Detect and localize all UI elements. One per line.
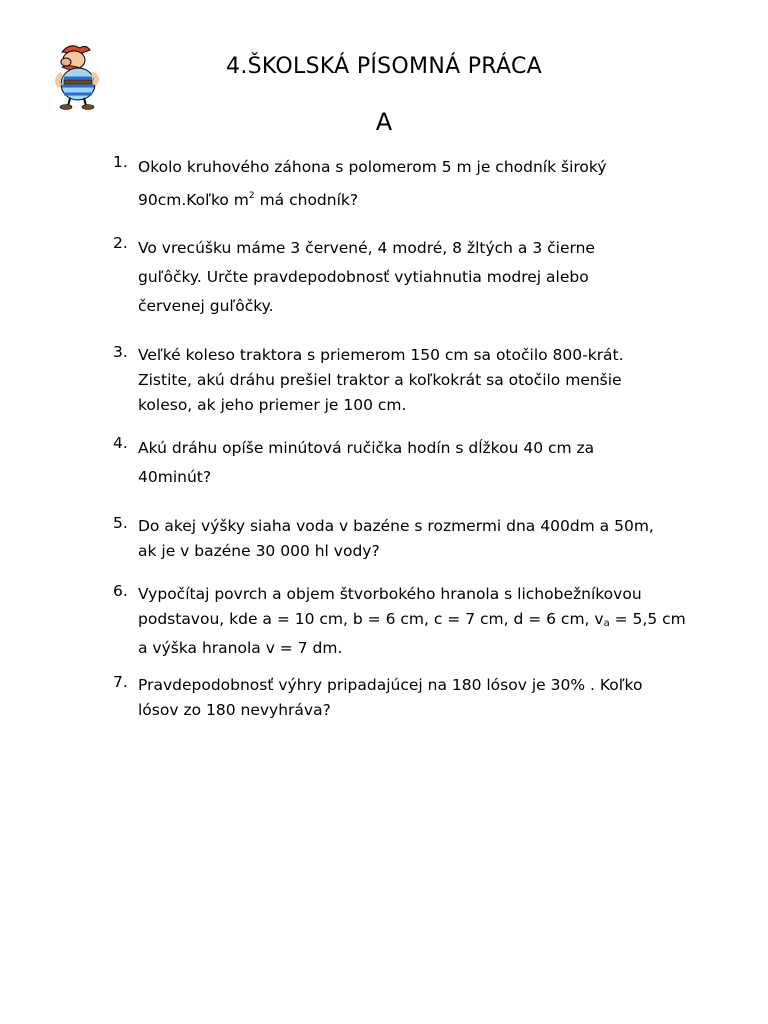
- problem-text-line: [138, 673, 703, 698]
- problem-text-line: [138, 582, 703, 607]
- problem-text-line: [138, 514, 703, 539]
- problem-text-line: [138, 393, 703, 418]
- problem-number: 4.: [113, 434, 128, 452]
- problem-text: [138, 343, 703, 418]
- problem-number: 3.: [113, 343, 128, 361]
- text-segment: 40minút?: [138, 468, 212, 486]
- problem-text: [138, 153, 703, 215]
- problem-text: [138, 234, 703, 321]
- text-segment: = 5,5 cm: [609, 610, 686, 628]
- text-segment: Do akej výšky siaha voda v bazéne s rozmermi dna 400dm a 50m,: [138, 517, 654, 535]
- text-segment: koleso, ak jeho priemer je 100 cm.: [138, 396, 407, 414]
- text-segment: červenej guľôčky.: [138, 297, 274, 315]
- problem-text: [138, 582, 703, 661]
- text-segment: má chodník?: [254, 191, 359, 209]
- problem-text-line: [138, 234, 703, 263]
- problem-text-line: [138, 607, 703, 636]
- problem-number: 7.: [113, 673, 128, 691]
- problem-text-line: [138, 153, 703, 182]
- text-segment: 90cm.Koľko m: [138, 191, 249, 209]
- text-segment: Vo vrecúšku máme 3 červené, 4 modré, 8 žltých a 3 čierne: [138, 239, 595, 257]
- problem-text-line: [138, 368, 703, 393]
- problem-text: [138, 673, 703, 723]
- problem-text-line: [138, 263, 703, 292]
- text-segment: Vypočítaj povrch a objem štvorbokého hranola s lichobežníkovou: [138, 585, 642, 603]
- problem-text: [138, 514, 703, 564]
- text-segment: Pravdepodobnosť výhry pripadajúcej na 180 lósov je 30% . Koľko: [138, 676, 643, 694]
- text-segment: Okolo kruhového záhona s polomerom 5 m je chodník široký: [138, 158, 607, 176]
- problem-text-line: [138, 434, 703, 463]
- text-segment: Veľké koleso traktora s priemerom 150 cm sa otočilo 800-krát.: [138, 346, 624, 364]
- problem-text-line: [138, 463, 703, 492]
- text-segment: a výška hranola v = 7 dm.: [138, 639, 343, 657]
- problem-text: [138, 434, 703, 492]
- problem-text-line: [138, 292, 703, 321]
- text-segment: Zistite, akú dráhu prešiel traktor a koľkokrát sa otočilo menšie: [138, 371, 622, 389]
- problem-text-line: [138, 343, 703, 368]
- problem-number: 6.: [113, 582, 128, 600]
- text-segment: ak je v bazéne 30 000 hl vody?: [138, 542, 380, 560]
- problem-text-line: [138, 539, 703, 564]
- variant-label: A: [375, 108, 393, 136]
- problem-text-line: [138, 698, 703, 723]
- page-title: 4.ŠKOLSKÁ PÍSOMNÁ PRÁCA: [226, 54, 542, 79]
- problem-number: 1.: [113, 153, 128, 171]
- text-segment: lósov zo 180 nevyhráva?: [138, 701, 331, 719]
- text-segment: Akú dráhu opíše minútová ručička hodín s dĺžkou 40 cm za: [138, 439, 595, 457]
- text-segment: guľôčky. Určte pravdepodobnosť vytiahnutia modrej alebo: [138, 268, 589, 286]
- problem-number: 2.: [113, 234, 128, 252]
- problem-text-line: [138, 182, 703, 215]
- problem-text-line: [138, 636, 703, 661]
- problem-number: 5.: [113, 514, 128, 532]
- subscript: a: [603, 618, 610, 629]
- text-segment: podstavou, kde a = 10 cm, b = 6 cm, c = 7 cm, d = 6 cm, v: [138, 610, 604, 628]
- superscript: 2: [248, 191, 255, 201]
